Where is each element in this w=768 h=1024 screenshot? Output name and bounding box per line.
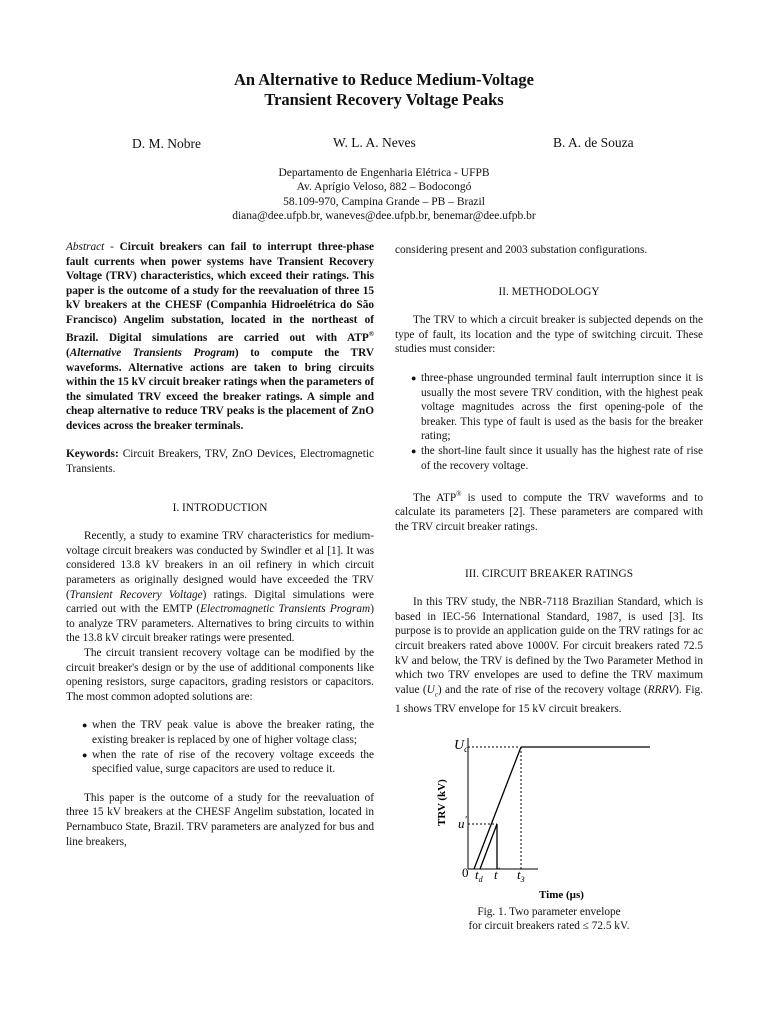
atp-full-name: Alternative Transients Program [69, 346, 235, 359]
right-column-continuation: considering present and 2003 substation configurations. [395, 244, 648, 256]
registered-mark: ® [456, 490, 462, 499]
abstract-text-2: ) to compute the TRV waveforms. Alternative actions are taken to bring circuits within the 15 kV circuit breaker ratings when the parameters of the simulated TRV exceed the breaker ratings. A simple and cheap alternative to reduce TRV peaks is the placement of ZnO devices across the breaker terminals. [66, 346, 374, 432]
keywords-label: Keywords: [66, 448, 119, 461]
intro-paragraph-1 [66, 529, 374, 646]
author-2: W. L. A. Neves [333, 135, 416, 150]
ratings-paragraph-1 [395, 595, 703, 716]
intro-paragraph-2: The circuit transient recovery voltage can be modified by the circuit breaker's design or by the use of additional components like opening resistors, surge capacitors, grading resistors or capacitors. The most common adopted solutions are: [66, 647, 374, 703]
trv-envelope-figure [420, 728, 670, 908]
list-item [395, 444, 703, 473]
affiliation-city: 58.109-970, Campina Grande – PB – Brazil [283, 196, 485, 208]
u-prime-label: u' [458, 815, 467, 831]
list-item [66, 748, 374, 777]
affiliation-emails: diana@dee.ufpb.br, waneves@dee.ufpb.br, benemar@dee.ufpb.br [232, 210, 536, 222]
keywords [66, 447, 374, 476]
intro-paragraph-3: This paper is the outcome of a study for the reevaluation of three 15 kV breakers at the CHESF Angelim substation, located in Pernambuco State, Brazil. TRV parameters are analyzed for bus and line breakers, [66, 791, 374, 848]
bullet-icon: ● [411, 372, 417, 383]
author-1: D. M. Nobre [132, 136, 201, 151]
methodology-paragraph-2 [395, 487, 703, 535]
abstract-dash: - [104, 241, 120, 253]
intro-p1-c: ) to analyze TRV parameters. Alternatives to bring circuits to within the 13.8 kV circuit breaker ratings were presented. [66, 603, 374, 645]
abstract-text-1: Circuit breakers can fail to interrupt three-phase fault currents when power systems have Transient Recovery Voltage (TRV) characteristics, which exceed their ratings. This paper is the outcome of a study for the reevaluation of three 15 kV breakers at the CHESF (Companhia Hidroelétrica do São Francisco) Angelim substation, located in the northeast of Brazil. Digital simulations are carried out with ATP [66, 241, 374, 345]
uc-symbol [426, 683, 438, 699]
ratings-heading: III. CIRCUIT BREAKER RATINGS [465, 567, 633, 580]
td-label: $t_d$ [475, 867, 483, 884]
keywords-text: Circuit Breakers, TRV, ZnO Devices, Electromagnetic Transients. [66, 448, 374, 476]
left-column [66, 240, 374, 849]
intro-bullet-2: when the rate of rise of the recovery voltage exceeds the specified value, surge capacitors are used to reduce it. [92, 748, 374, 776]
affiliation-dept: Departamento de Engenharia Elétrica - UFPB [278, 167, 490, 179]
registered-mark: ® [368, 330, 374, 339]
rrrv-abbrev: RRRV [647, 683, 676, 696]
author-3: B. A. de Souza [553, 135, 634, 150]
ratings-p1-b: ) and the rate of rise of the recovery voltage ( [437, 683, 648, 696]
t-prime-label: t' [494, 866, 500, 882]
origin-label: 0 [462, 865, 469, 880]
methodology-p2-a: The ATP [413, 491, 457, 504]
methodology-bullet-list [395, 371, 703, 473]
abstract-body [66, 241, 374, 432]
uc-axis-label: $U_c$ [454, 738, 469, 754]
methodology-paragraph-1: The TRV to which a circuit breaker is subjected depends on the type of fault, its location and the type of switching circuit. These studies must consider: [395, 314, 703, 356]
intro-bullet-1: when the TRV peak value is above the breaker rating, the existing breaker is replaced by one of higher voltage class; [92, 719, 374, 746]
abstract-label: Abstract [66, 241, 105, 253]
uc-letter: U [426, 683, 435, 696]
methodology-bullet-1: three-phase ungrounded terminal fault interruption since it is usually the most severe TRV condition, with the highest peak voltage magnitudes across the first opening-pole of the breaker. This type of fault is used as the basis for the breaker rating; [421, 371, 703, 443]
intro-p1-emtp: Electromagnetic Transients Program [200, 603, 371, 616]
paper-title-line1: An Alternative to Reduce Medium-Voltage [233, 70, 534, 89]
ratings-p1-a: In this TRV study, the NBR-7118 Brazilian Standard, which is based in IEC-56 International Standard, 1987, is used [3]. Its purpose is to provide an application guide on the TRV ratings for ac circuit breakers rated above 1000V. For circuit breakers rated 72.5 kV and below, the TRV is defined by the Two Parameter Method in which two TRV envelopes are used to define the TRV maximum value ( [395, 596, 703, 696]
methodology-heading: II. METHODOLOGY [498, 285, 600, 298]
list-item [395, 371, 703, 444]
affiliation-address: Av. Aprígio Veloso, 882 – Bodocongó [296, 181, 472, 193]
list-item [66, 718, 374, 747]
bullet-icon: ● [82, 720, 88, 731]
paper-title-line2: Transient Recovery Voltage Peaks [264, 90, 504, 109]
y-axis-title: TRV (kV) [436, 779, 448, 826]
x-axis-title: Time (µs) [539, 889, 584, 901]
intro-p1-trv: Transient Recovery Voltage [69, 588, 203, 601]
t3-label: $t_3$ [517, 867, 525, 884]
bullet-icon: ● [82, 749, 88, 760]
bullet-icon: ● [411, 445, 417, 456]
abstract-paren: ( [66, 346, 70, 359]
figure-caption-line2: for circuit breakers rated ≤ 72.5 kV. [468, 920, 630, 932]
abstract [66, 240, 374, 433]
intro-bullet-list [66, 718, 374, 776]
intro-p1-a: Recently, a study to examine TRV characteristics for medium-voltage circuit breakers was conducted by Swindler et al [1]. It was considered 13.8 kV breakers in an oil refinery in which circuit parameters as originally designed would have exceeded the TRV ( [66, 530, 374, 601]
methodology-p2-b: is used to compute the TRV waveforms and to calculate its parameters [2]. These parameters are compared with the TRV circuit breaker ratings. [395, 491, 704, 534]
methodology-bullet-2: the short-line fault since it usually has the highest rate of rise of the recovery voltage. [421, 444, 703, 472]
intro-heading: I. INTRODUCTION [172, 501, 268, 514]
right-column [395, 243, 703, 716]
figure-caption-line1: Fig. 1. Two parameter envelope [477, 906, 621, 918]
uc-subscript: c [434, 690, 438, 699]
ratings-p1-c: ). Fig. 1 shows TRV envelope for 15 kV circuit breakers. [395, 683, 703, 715]
intro-p1-b: ) ratings. Digital simulations were carried out with the EMTP ( [66, 588, 374, 616]
